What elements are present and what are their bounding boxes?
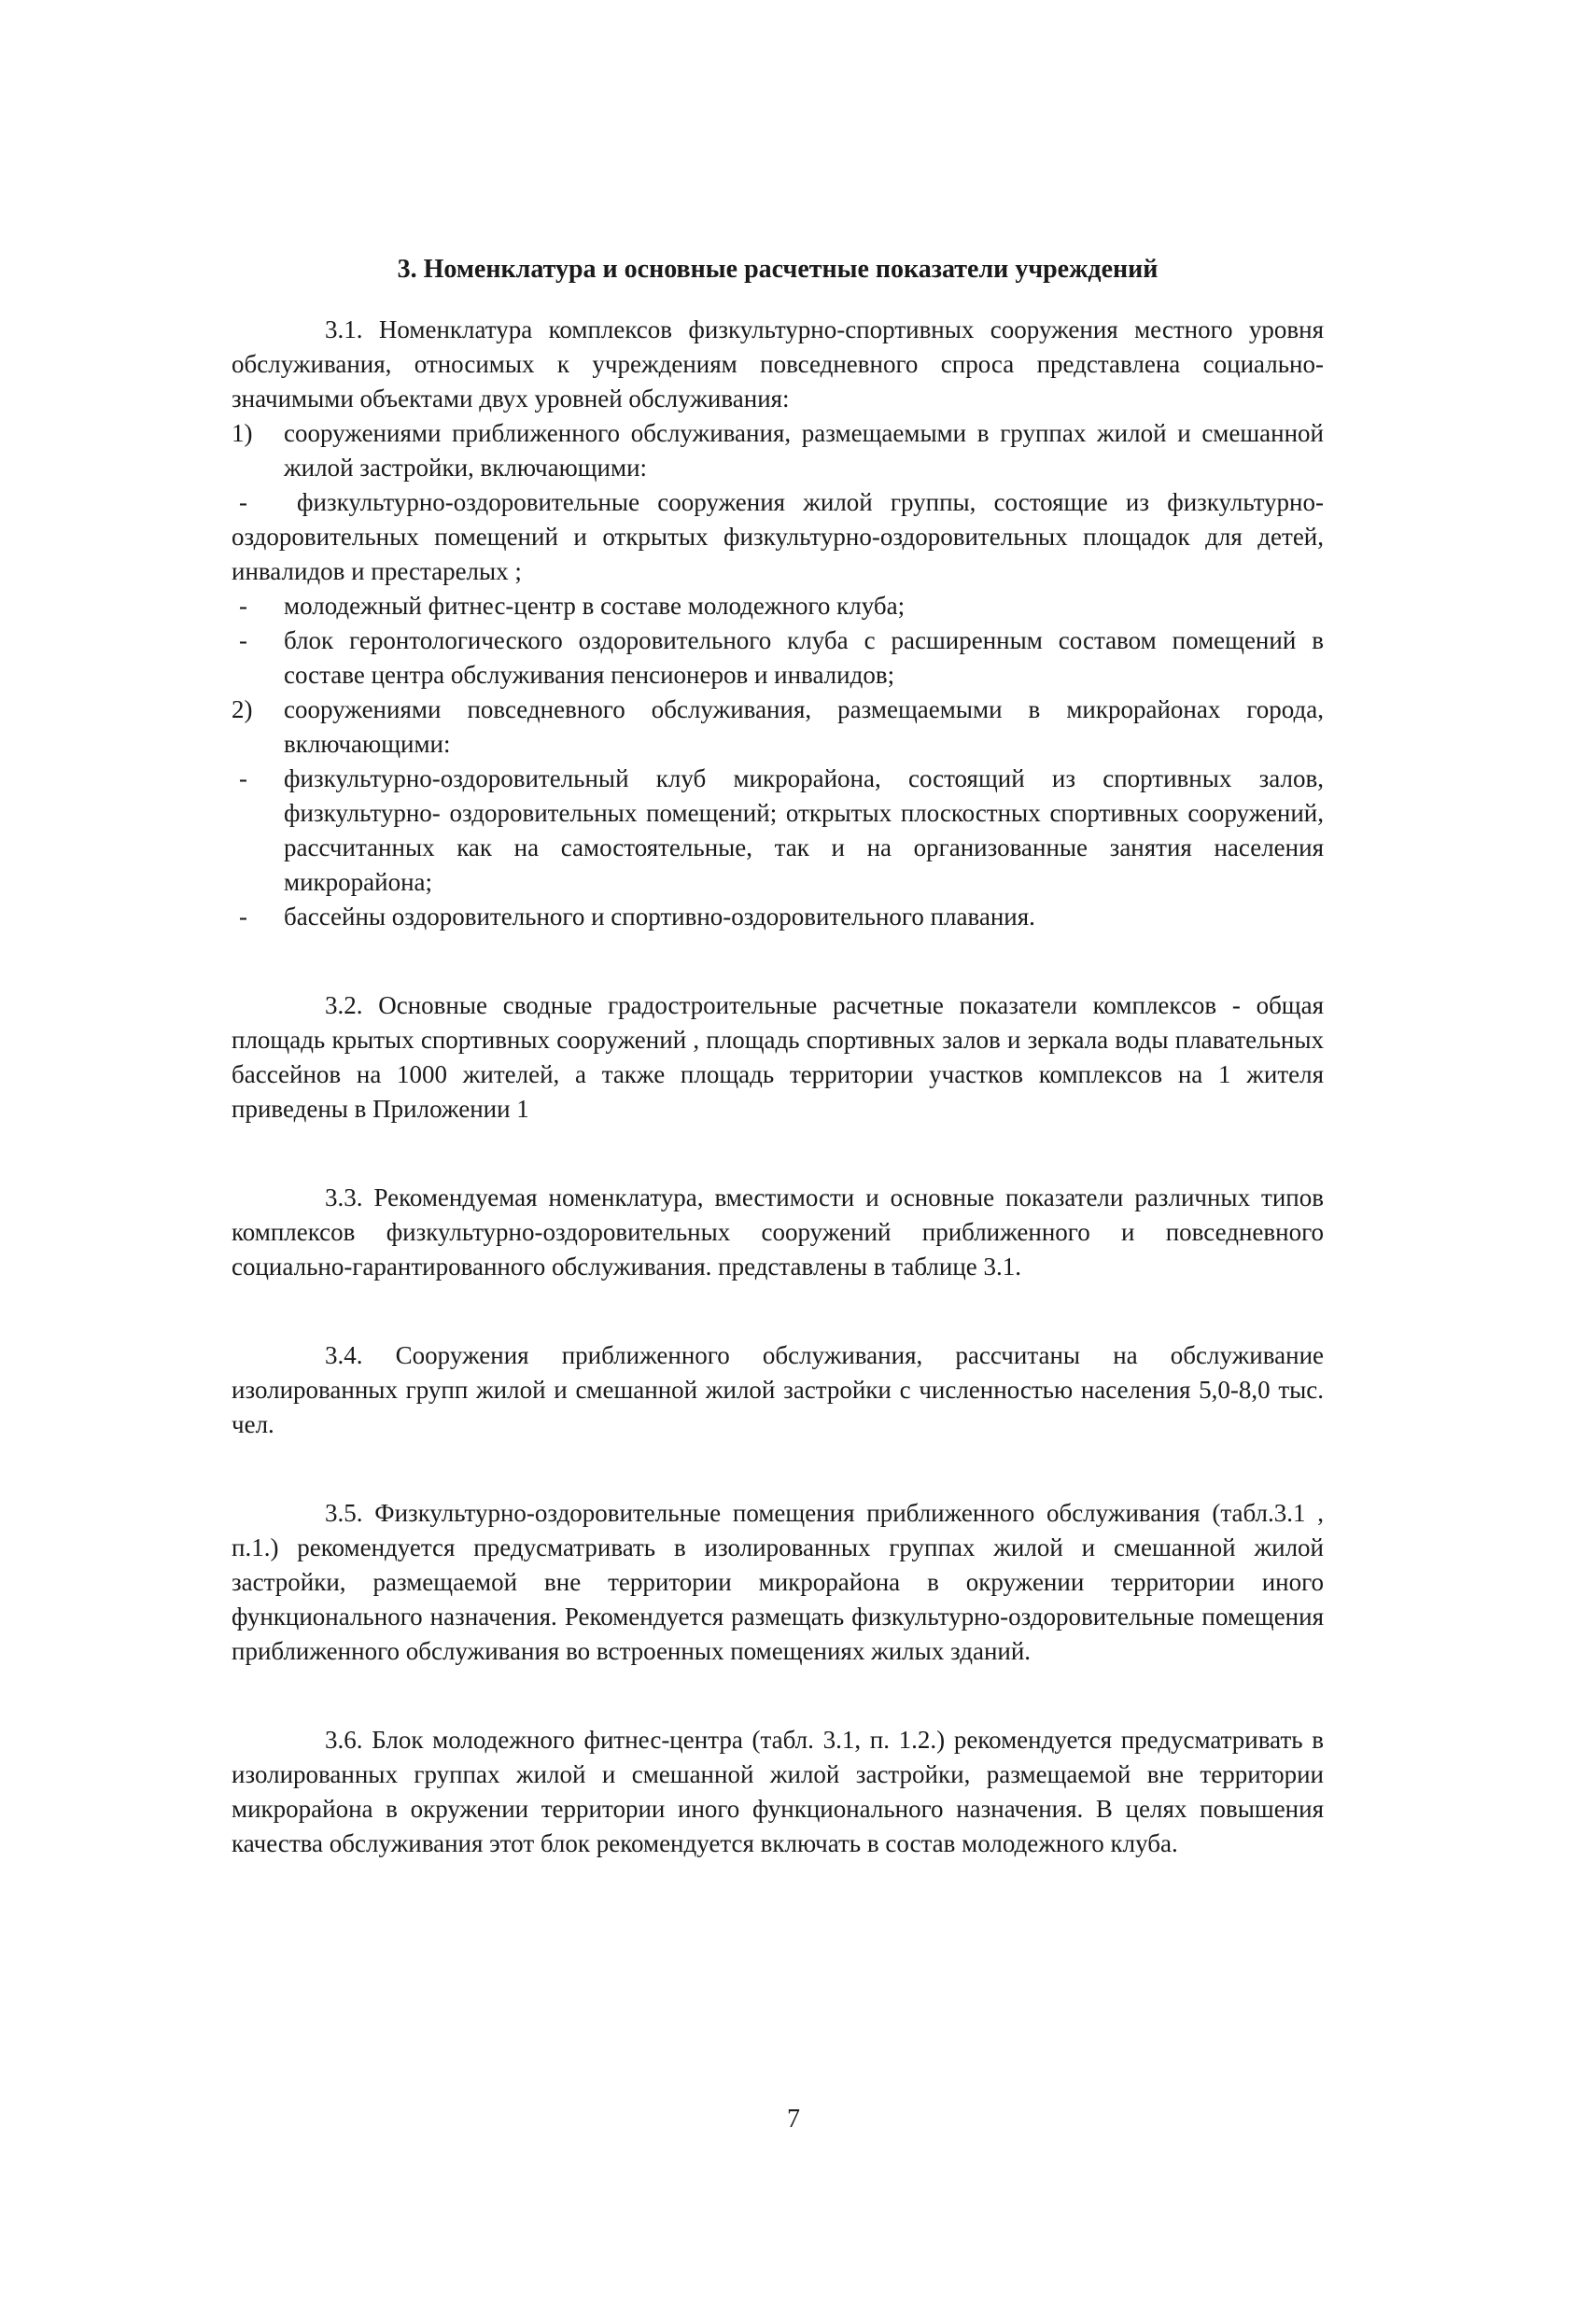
dash-marker: - (239, 764, 247, 792)
dash-item (232, 623, 1324, 693)
paragraph-3-5: 3.5. Физкультурно-оздоровительные помещения приближенного обслуживания (табл.3.1 , п.1.) рекомендуется предусматривать в изолированных группах жилой и смешанной жилой застройки, размещаемой вне территории микрорайона в окружении территории иного функционального назначения. Рекомендуется размещать физкультурно-оздоровительные помещения приближенного обслуживания во встроенных помещениях жилых зданий. (232, 1499, 1324, 1665)
spacer (232, 1284, 1324, 1338)
spacer (232, 1669, 1324, 1723)
numbered-item-text: сооружениями повседневного обслуживания, размещаемыми в микрорайонах города, включающими: (284, 695, 1324, 758)
dash-item (232, 900, 1324, 934)
dash-marker: - (239, 626, 247, 654)
dash-item-text: бассейны оздоровительного и спортивно-оздоровительного плавания. (284, 903, 1035, 931)
spacer (232, 1127, 1324, 1181)
numbered-item-text: сооружениями приближенного обслуживания, размещаемыми в группах жилой и смешанной жилой застройки, включающими: (284, 419, 1324, 482)
dash-item-text: блок геронтологического оздоровительного клуба с расширенным составом помещений в составе центра обслуживания пенсионеров и инвалидов; (284, 626, 1324, 689)
dash-item (232, 485, 1324, 589)
dash-item (232, 589, 1324, 623)
dash-item-text: физкультурно-оздоровительные сооружения жилой группы, состоящие из физкультурно-оздоровительных помещений и открытых физкультурно-оздоровительных площадок для детей, инвалидов и престарелых ; (232, 488, 1324, 585)
dash-marker: - (239, 903, 247, 931)
spacer (232, 1442, 1324, 1496)
dash-marker: - (239, 592, 247, 620)
item-marker: 1) (232, 419, 253, 447)
item-marker: 2) (232, 695, 253, 723)
numbered-item-2 (232, 693, 1324, 762)
paragraph-3-4: 3.4. Сооружения приближенного обслуживания, рассчитаны на обслуживание изолированных групп жилой и смешанной жилой застройки с численностью населения 5,0-8,0 тыс. чел. (232, 1341, 1324, 1438)
dash-item-text: физкультурно-оздоровительный клуб микрорайона, состоящий из спортивных залов, физкультурно- оздоровительных помещений; открытых плоскостных спортивных сооружений, рассчитанных как на самостоятельные, так и на организованные занятия населения микрорайона; (284, 764, 1324, 896)
paragraph-3-3: 3.3. Рекомендуемая номенклатура, вместимости и основные показатели различных типов комплексов физкультурно-оздоровительных сооружений приближенного и повседневного социально-гарантированного обслуживания. представлены в таблице 3.1. (232, 1183, 1324, 1281)
paragraph-3-1: 3.1. Номенклатура комплексов физкультурно-спортивных сооружения местного уровня обслуживания, относимых к учреждениям повседневного спроса представлена социально-значимыми объектами двух уровней обслуживания: (232, 315, 1324, 413)
numbered-item-1 (232, 416, 1324, 485)
paragraph-3-2: 3.2. Основные сводные градостроительные расчетные показатели комплексов - общая площадь крытых спортивных сооружений , площадь спортивных залов и зеркала воды плавательных бассейнов на 1000 жителей, а также площадь территории участков комплексов на 1 жителя приведены в Приложении 1 (232, 991, 1324, 1123)
section-heading: 3. Номенклатура и основные расчетные показатели учреждений (397, 255, 1159, 284)
paragraph-3-6: 3.6. Блок молодежного фитнес-центра (табл. 3.1, п. 1.2.) рекомендуется предусматривать в изолированных группах жилой и смешанной жилой застройки, размещаемой вне территории микрорайона в окружении территории иного функционального назначения. В целях повышения качества обслуживания этот блок рекомендуется включать в состав молодежного клуба. (232, 1726, 1324, 1857)
dash-item-text: молодежный фитнес-центр в составе молодежного клуба; (284, 592, 906, 620)
document-page (232, 252, 1324, 1861)
dash-item (232, 762, 1324, 900)
spacer (232, 934, 1324, 988)
page-number: 7 (787, 2105, 800, 2134)
dash-marker: - (239, 488, 247, 516)
